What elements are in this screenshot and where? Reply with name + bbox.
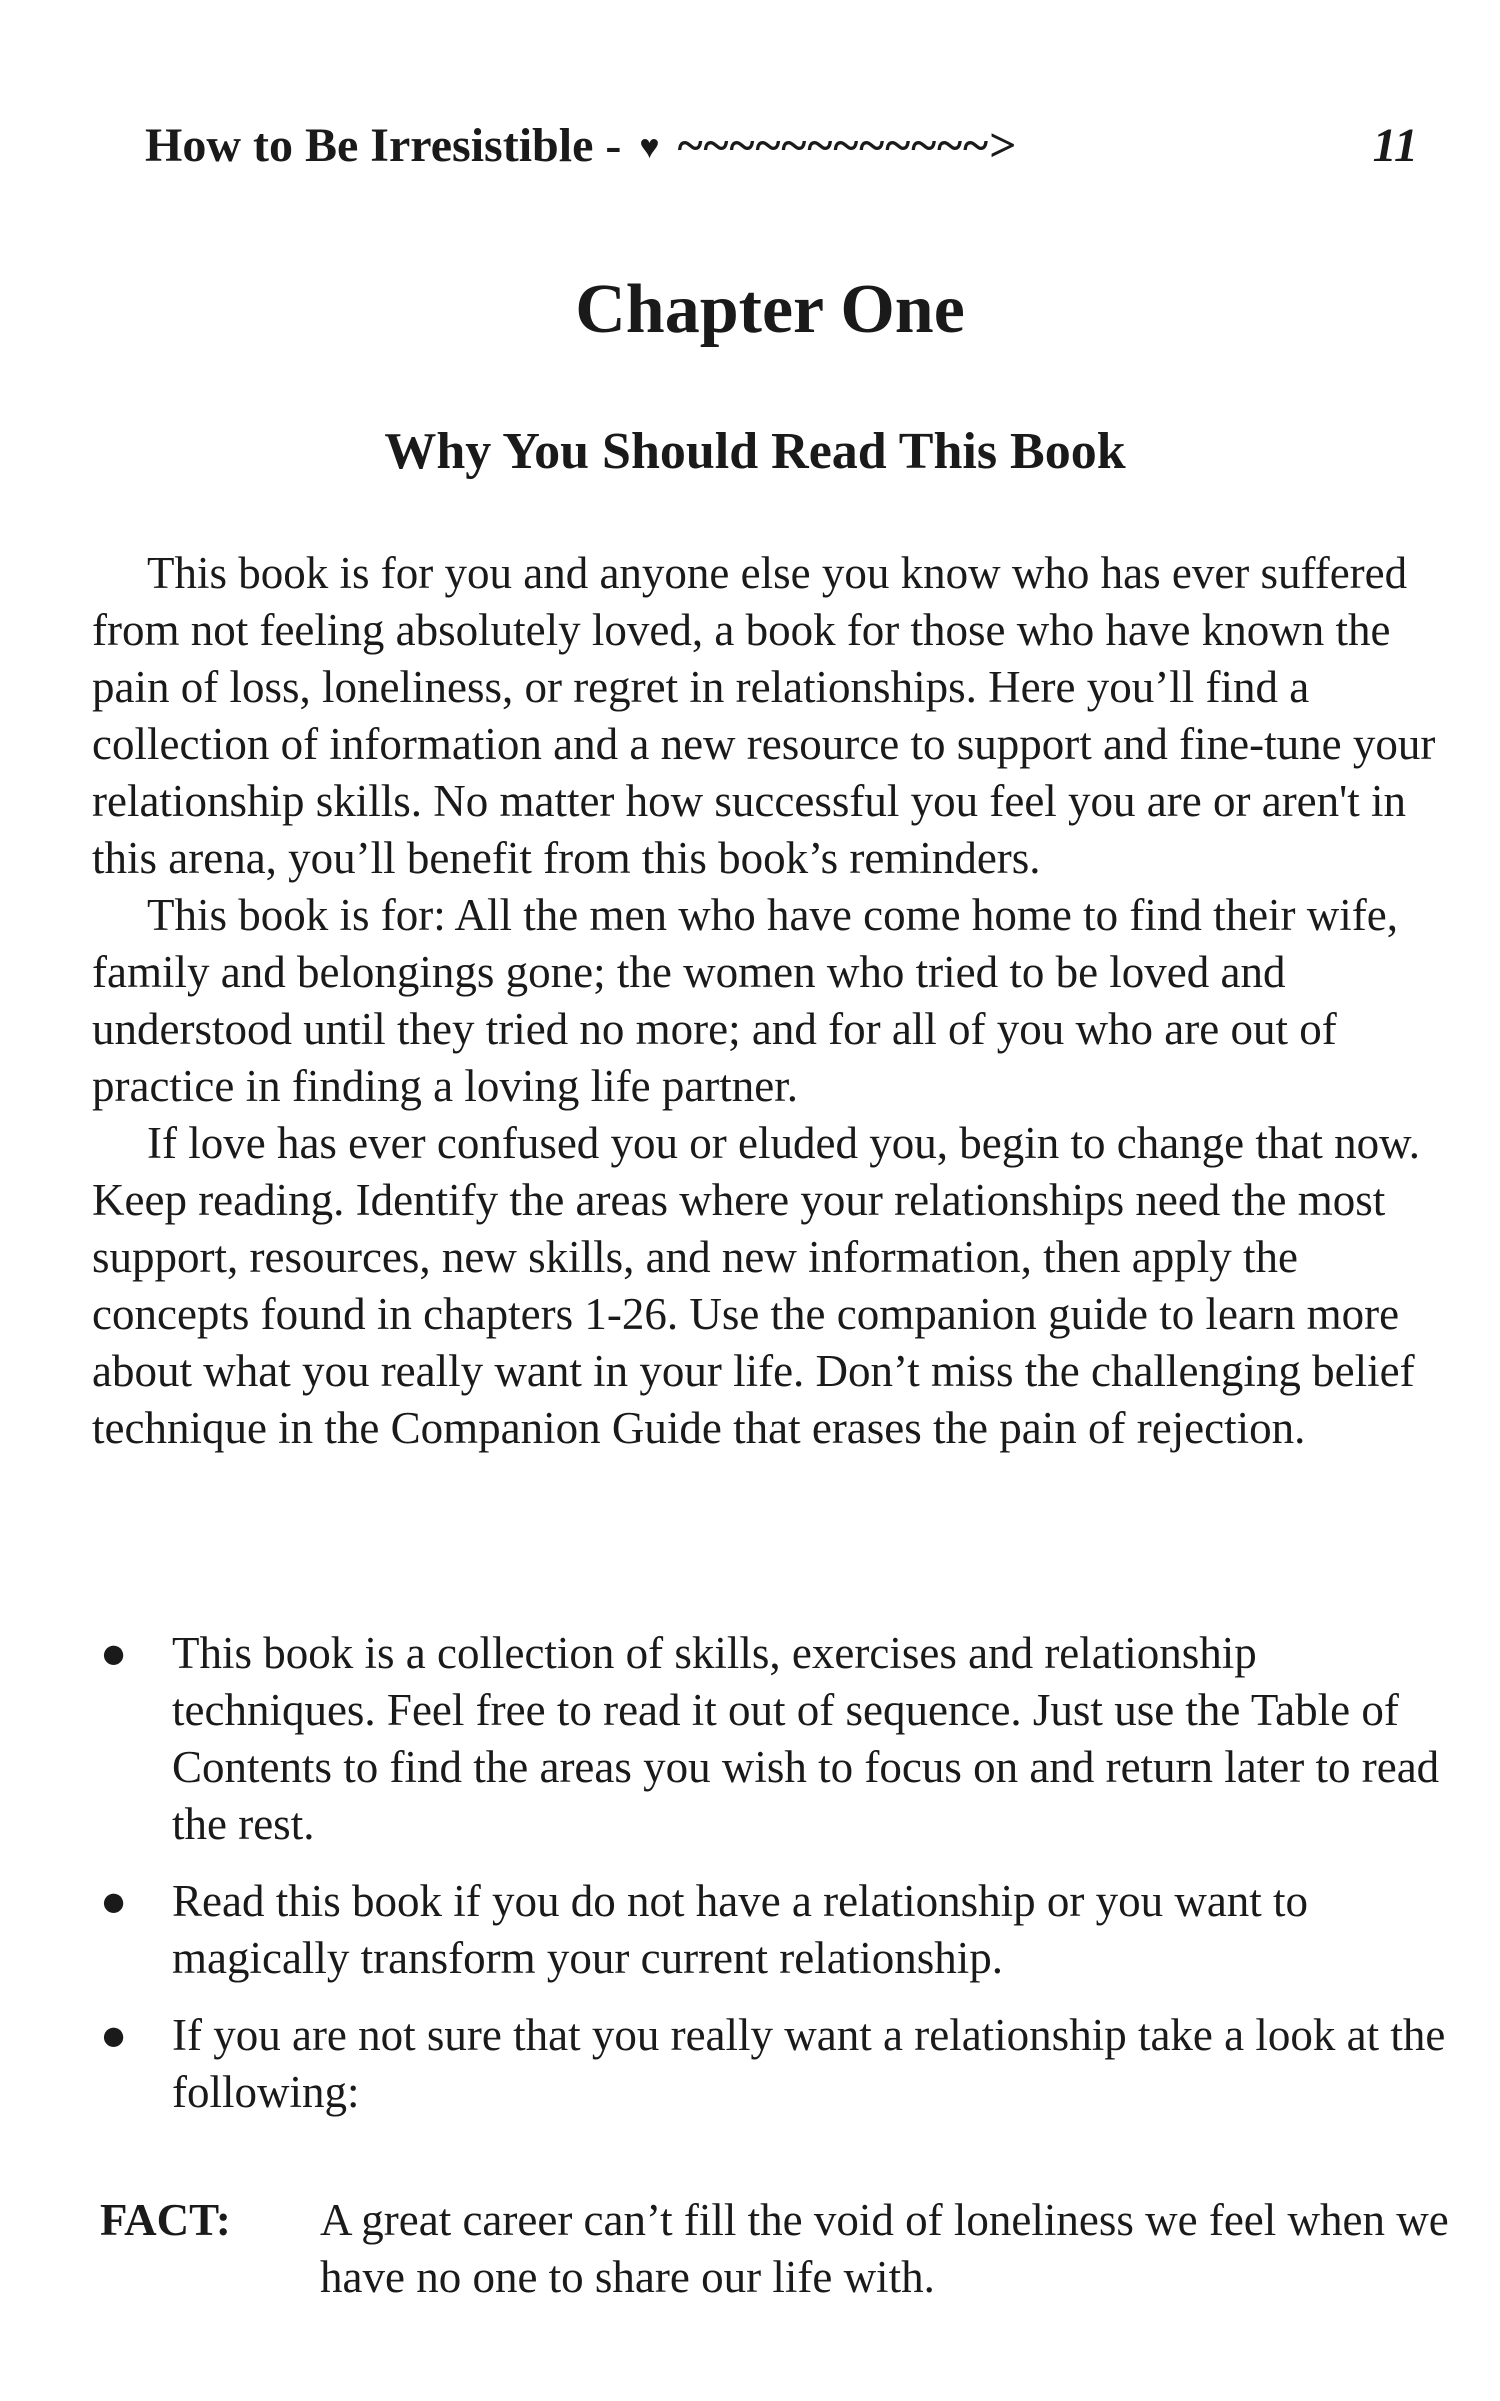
chapter-title: Chapter One [575, 271, 965, 348]
body-text [92, 545, 1452, 1457]
bullet-text: If you are not sure that you really want a relationship take a look at the following: [172, 2010, 1446, 2117]
fact-callout [100, 2192, 1460, 2306]
paragraph: If love has ever confused you or eluded you, begin to change that now. Keep reading. Identify the areas where your relationships need the most support, resources, new skills, and new information, then apply the concepts found in chapters 1-26. Use the companion guide to learn more about what you really want in your life. Don’t miss the challenging belief technique in the Companion Guide that erases the pain of rejection. [92, 1118, 1420, 1453]
chapter-subtitle: Why You Should Read This Book [384, 423, 1126, 480]
bullet-text: Read this book if you do not have a relationship or you want to magically transform your current relationship. [172, 1876, 1309, 1983]
running-head-title [145, 118, 1017, 173]
bullet-text: This book is a collection of skills, exercises and relationship techniques. Feel free to read it out of sequence. Just use the Table of Contents to find the areas you wish to focus on and return later to read the rest. [172, 1628, 1440, 1849]
fact-text: A great career can’t fill the void of loneliness we feel when we have no one to share our life with. [320, 2195, 1449, 2302]
bullet-icon: ● [100, 2010, 128, 2060]
paragraph: This book is for: All the men who have come home to find their wife, family and belongings gone; the women who tried to be loved and understood until they tried no more; and for all of you who are out of practice in finding a loving life partner. [92, 890, 1398, 1111]
book-title: How to Be Irresistible - [145, 119, 622, 172]
page-number: 11 [1372, 119, 1418, 172]
heart-icon: ♥ [639, 129, 660, 166]
paragraph: This book is for you and anyone else you know who has ever suffered from not feeling absolutely loved, a book for those who have known the pain of loss, loneliness, or regret in relationships. Here you’ll find a collection of information and a new resource to support and fine-tune your relationship skills. No matter how successful you feel you are or aren't in this arena, you’ll benefit from this book’s reminders. [92, 548, 1436, 883]
bullet-icon: ● [100, 1628, 128, 1678]
bullet-item [92, 2007, 1462, 2121]
running-head [145, 118, 1440, 178]
tilde-arrow-ornament: ~~~~~~~~~~~~> [677, 119, 1018, 172]
fact-label: FACT: [100, 2195, 231, 2245]
bullet-icon: ● [100, 1876, 128, 1926]
bullet-list [92, 1625, 1462, 2141]
bullet-item [92, 1873, 1462, 1987]
bullet-item [92, 1625, 1462, 1853]
